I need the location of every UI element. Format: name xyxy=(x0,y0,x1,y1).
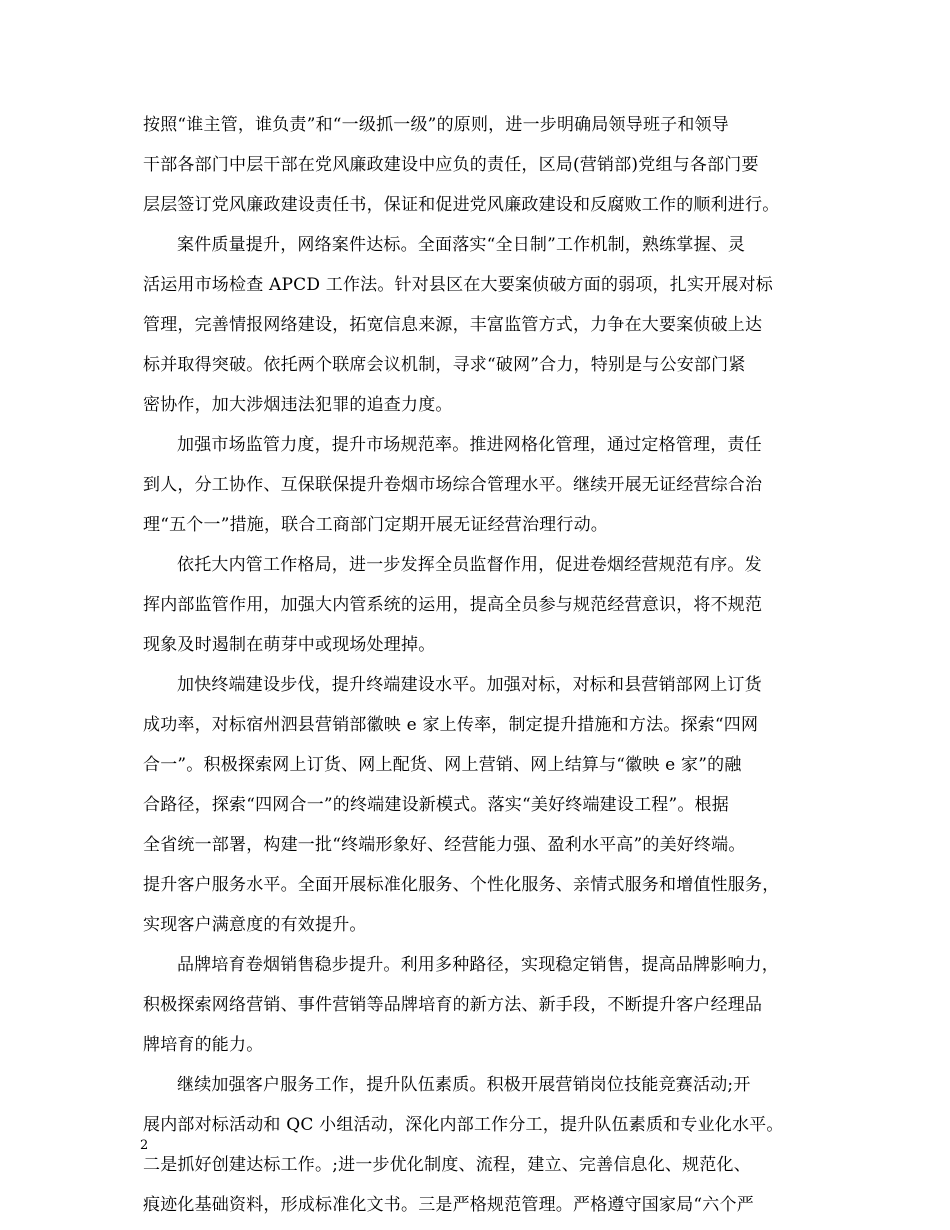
text-line: 管理，完善情报网络建设，拓宽信息来源，丰富监管方式，力争在大要案侦破上达 xyxy=(143,315,763,335)
document-body xyxy=(143,105,823,1225)
text-line: 合一”。积极探索网上订货、网上配货、网上营销、网上结算与“徽映 e 家”的融 xyxy=(143,755,742,775)
text-line: 提升客户服务水平。全面开展标准化服务、个性化服务、亲情式服务和增值性服务， xyxy=(143,875,780,895)
text-line: 品牌培育卷烟销售稳步提升。利用多种路径，实现稳定销售，提高品牌影响力， xyxy=(177,955,779,975)
page-number: 2 xyxy=(140,1138,149,1153)
text-line: 标并取得突破。依托两个联席会议机制，寻求“破网”合力，特别是与公安部门紧 xyxy=(143,355,746,375)
text-line: 密协作，加大涉烟违法犯罪的追查力度。 xyxy=(143,395,453,415)
text-line: 挥内部监管作用，加强大内管系统的运用，提高全员参与规范经营意识，将不规范 xyxy=(143,595,763,615)
text-line: 痕迹化基础资料，形成标准化文书。三是严格规范管理。严格遵守国家局“六个严 xyxy=(143,1195,754,1215)
text-line: 合路径，探索“四网合一”的终端建设新模式。落实“美好终端建设工程”。根据 xyxy=(143,795,729,815)
text-line: 加强市场监管力度，提升市场规范率。推进网格化管理，通过定格管理，责任 xyxy=(177,435,762,455)
text-line: 展内部对标活动和 QC 小组活动，深化内部工作分工，提升队伍素质和专业化水平。 xyxy=(143,1115,784,1135)
text-line: 牌培育的能力。 xyxy=(143,1035,264,1055)
text-line: 到人，分工协作、互保联保提升卷烟市场综合管理水平。继续开展无证经营综合治 xyxy=(143,475,763,495)
text-line: 依托大内管工作格局，进一步发挥全员监督作用，促进卷烟经营规范有序。发 xyxy=(177,555,762,575)
text-line: 理“五个一”措施，联合工商部门定期开展无证经营治理行动。 xyxy=(143,515,608,535)
text-line: 全省统一部署，构建一批“终端形象好、经营能力强、盈利水平高”的美好终端。 xyxy=(143,835,746,855)
text-line: 现象及时遏制在萌芽中或现场处理掉。 xyxy=(143,635,436,655)
text-line: 二是抓好创建达标工作。;进一步优化制度、流程，建立、完善信息化、规范化、 xyxy=(143,1155,751,1175)
text-line: 加快终端建设步伐，提升终端建设水平。加强对标，对标和县营销部网上订货 xyxy=(177,675,762,695)
text-line: 继续加强客户服务工作，提升队伍素质。积极开展营销岗位技能竞赛活动;开 xyxy=(177,1075,751,1095)
text-line: 干部各部门中层干部在党风廉政建设中应负的责任，区局(营销部)党组与各部门要 xyxy=(143,155,759,175)
text-line: 案件质量提升，网络案件达标。全面落实“全日制”工作机制，熟练掌握、灵 xyxy=(177,235,746,255)
text-line: 活运用市场检查 APCD 工作法。针对县区在大要案侦破方面的弱项，扎实开展对标 xyxy=(143,275,773,295)
text-line: 成功率，对标宿州泗县营销部徽映 e 家上传率，制定提升措施和方法。探索“四网 xyxy=(143,715,759,735)
text-line: 层层签订党风廉政建设责任书，保证和促进党风廉政建设和反腐败工作的顺利进行。 xyxy=(143,195,780,215)
text-line: 实现客户满意度的有效提升。 xyxy=(143,915,367,935)
text-line: 积极探索网络营销、事件营销等品牌培育的新方法、新手段，不断提升客户经理品 xyxy=(143,995,763,1015)
text-line: 按照“谁主管，谁负责”和“一级抓一级”的原则，进一步明确局领导班子和领导 xyxy=(143,115,729,135)
